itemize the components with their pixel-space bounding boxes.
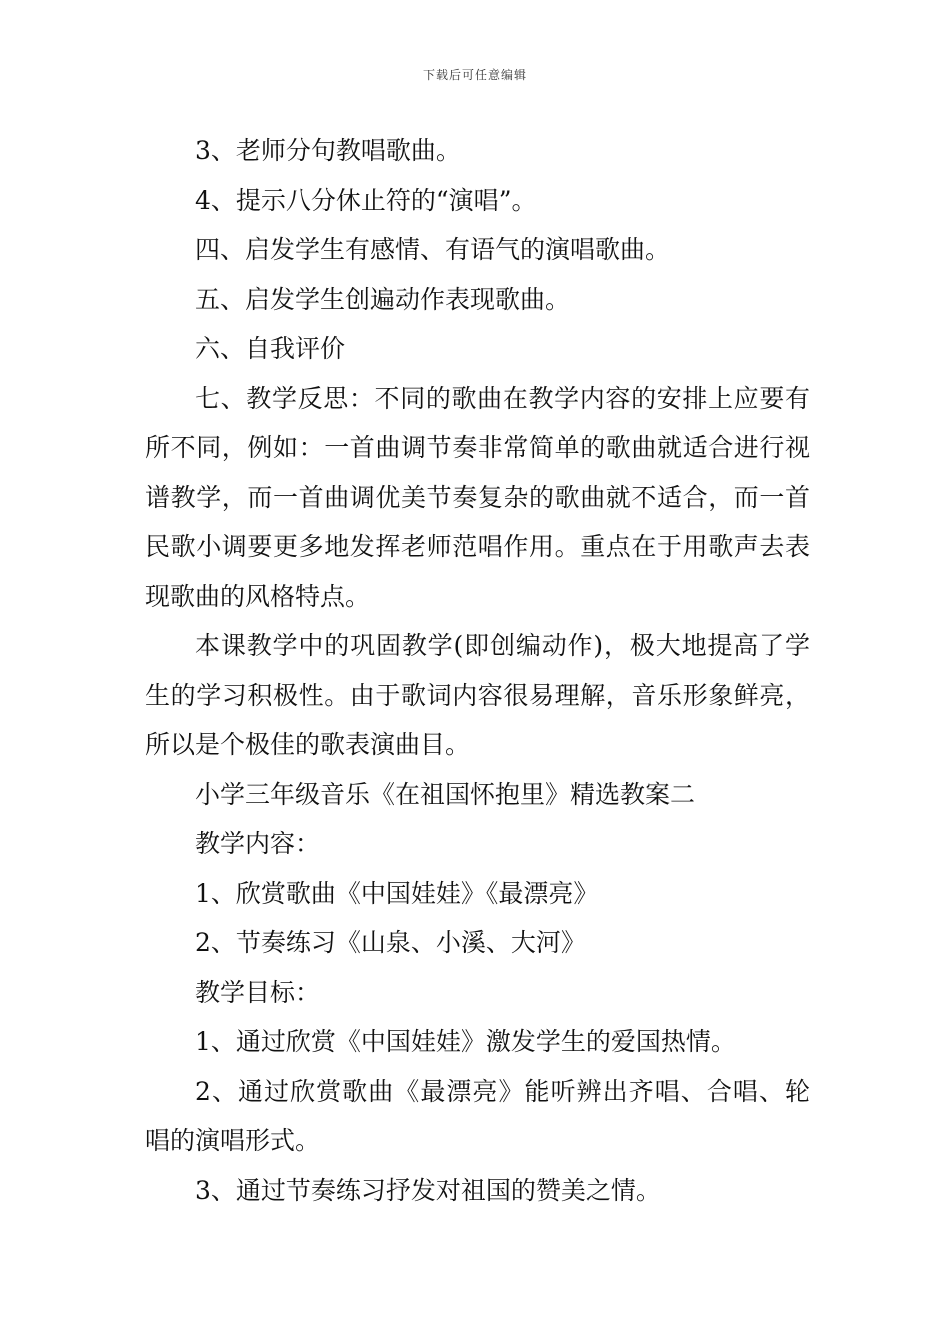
paragraph-reflection: 七、教学反思：不同的歌曲在教学内容的安排上应要有所不同，例如：一首曲调节奏非常简单的歌曲就适合进行视谱教学，而一首曲调优美节奏复杂的歌曲就不适合，而一首民歌小调要更多地发挥老师范唱作用。重点在于用歌声去表现歌曲的风格特点。 <box>145 383 810 611</box>
page-header-note: 下载后可任意编辑 <box>422 68 527 82</box>
paragraph-step-3: 3、老师分句教唱歌曲。 <box>195 136 461 165</box>
teaching-goals-heading: 教学目标： <box>195 977 321 1007</box>
teaching-content-item-1: 1、欣赏歌曲《中国娃娃》《最漂亮》 <box>195 878 599 908</box>
paragraph-consolidation: 本课教学中的巩固教学(即创编动作)，极大地提高了学生的学习积极性。由于歌词内容很易理解，音乐形象鲜亮，所以是个极佳的歌表演曲目。 <box>145 631 810 759</box>
paragraph-section-6: 六、自我评价 <box>195 334 346 363</box>
paragraph-step-4: 4、提示八分休止符的“演唱”。 <box>195 185 537 215</box>
paragraph-section-5: 五、启发学生创遍动作表现歌曲。 <box>195 284 571 314</box>
document-body <box>145 126 810 1215</box>
teaching-goal-1: 1、通过欣赏《中国娃娃》激发学生的爱国热情。 <box>195 1027 736 1056</box>
paragraph-section-4: 四、启发学生有感情、有语气的演唱歌曲。 <box>195 235 671 264</box>
teaching-goal-3: 3、通过节奏练习抒发对祖国的赞美之情。 <box>195 1175 661 1205</box>
lesson-plan-title: 小学三年级音乐《在祖国怀抱里》精选教案二 <box>195 779 696 809</box>
teaching-content-item-2: 2、节奏练习《山泉、小溪、大河》 <box>195 928 586 957</box>
teaching-goal-2: 2、通过欣赏歌曲《最漂亮》能听辨出齐唱、合唱、轮唱的演唱形式。 <box>145 1076 810 1155</box>
teaching-content-heading: 教学内容： <box>195 829 321 858</box>
